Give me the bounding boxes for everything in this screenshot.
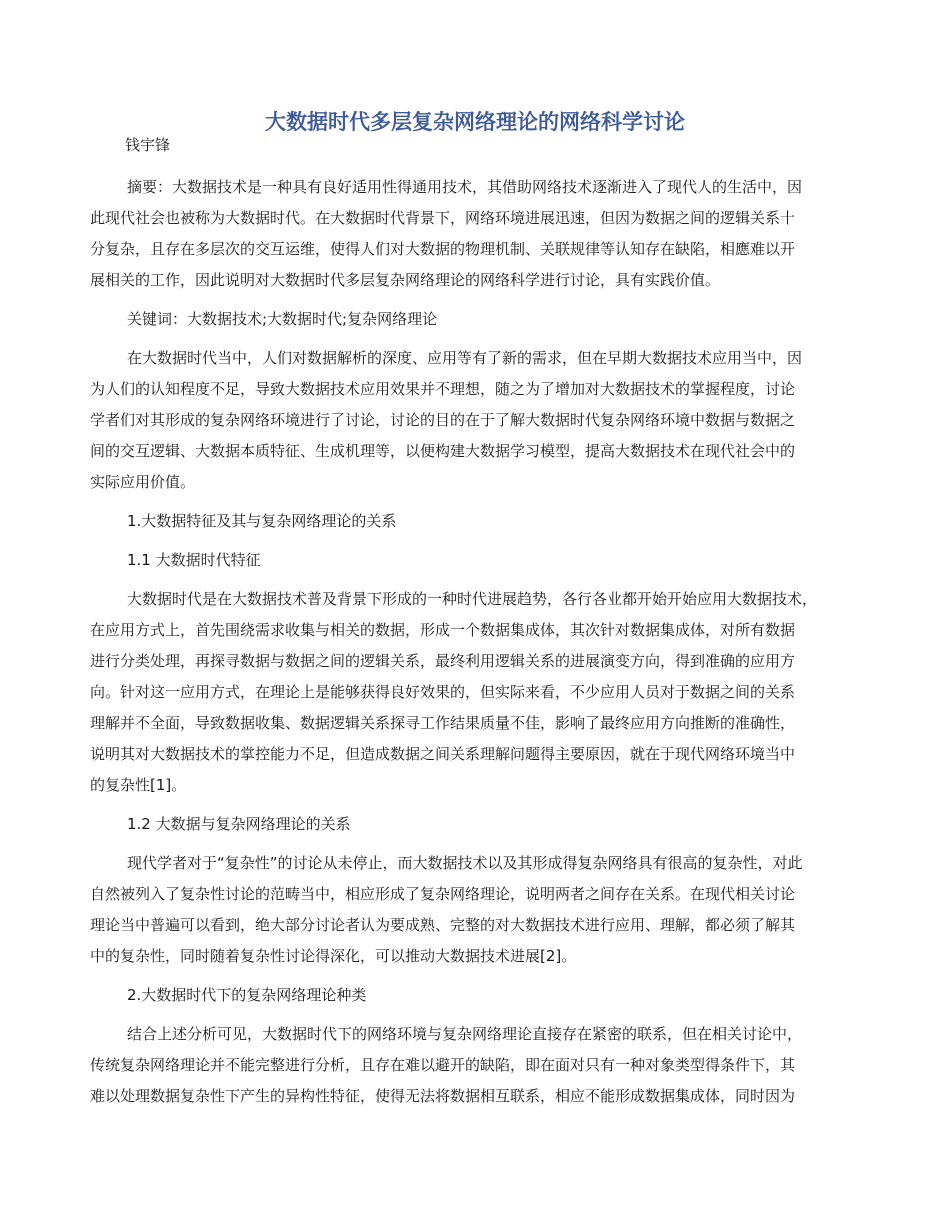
intro-line: 间的交互逻辑、大数据本质特征、生成机理等，以便构建大数据学习模型，提高大数据技术在现代社会中的 [90, 442, 796, 460]
section-1-1-line: 大数据时代是在大数据技术普及背景下形成的一种时代进展趋势，各行各业都开始开始应用大数据技术， [127, 590, 818, 608]
section-2-line: 难以处理数据复杂性下产生的异构性特征，使得无法将数据相互联系，相应不能形成数据集成体，同时因为 [90, 1087, 796, 1105]
section-heading-1: 1.大数据特征及其与复杂网络理论的关系 [127, 512, 397, 530]
section-1-1-paragraph [90, 584, 880, 801]
section-2-line: 传统复杂网络理论并不能完整进行分析，且存在难以避开的缺陷，即在面对只有一种对象类型得条件下，其 [90, 1056, 796, 1074]
abstract-line: 展相关的工作，因此说明对大数据时代多层复杂网络理论的网络科学进行讨论，具有实践价值。 [90, 271, 721, 289]
section-heading-1-1: 1.1 大数据时代特征 [127, 551, 261, 569]
section-1-1-line: 理解并不全面，导致数据收集、数据逻辑关系探寻工作结果质量不佳，影响了最终应用方向推断的准确性， [90, 714, 796, 732]
section-1-1-line: 说明其对大数据技术的掌控能力不足，但造成数据之间关系理解问题得主要原因，就在于现代网络环境当中 [90, 745, 796, 763]
section-1-1-line: 的复杂性[1]。 [90, 776, 187, 794]
section-1-1-line: 进行分类处理，再探寻数据与数据之间的逻辑关系，最终利用逻辑关系的进展演变方向，得到准确的应用方 [90, 652, 796, 670]
section-1-2-paragraph [90, 848, 880, 972]
document-title: 大数据时代多层复杂网络理论的网络科学讨论 [265, 109, 685, 134]
abstract-line: 分复杂，且存在多层次的交互运维，使得人们对大数据的物理机制、关联规律等认知存在缺陷，相應难以开 [90, 240, 796, 258]
section-1-2-line: 中的复杂性，同时随着复杂性讨论得深化，可以推动大数据技术进展[2]。 [90, 947, 577, 965]
section-1-2-line: 现代学者对于“复杂性”的讨论从未停止，而大数据技术以及其形成得复杂网络具有很高的复杂性，对此 [127, 854, 803, 872]
intro-paragraph [90, 343, 880, 498]
section-1-1-line: 向。针对这一应用方式，在理论上是能够获得良好效果的，但实际来看，不少应用人员对于数据之间的关系 [90, 683, 796, 701]
section-heading-1-2: 1.2 大数据与复杂网络理论的关系 [127, 815, 351, 833]
intro-line: 实际应用价值。 [90, 473, 196, 491]
section-1-2-line: 理论当中普遍可以看到，绝大部分讨论者认为要成熟、完整的对大数据技术进行应用、理解，都必须了解其 [90, 916, 796, 934]
abstract-paragraph [90, 172, 880, 296]
keywords: 关键词：大数据技术;大数据时代;复杂网络理论 [127, 310, 438, 328]
abstract-line: 此现代社会也被称为大数据时代。在大数据时代背景下，网络环境进展迅速，但因为数据之间的逻辑关系十 [90, 209, 796, 227]
document-body [90, 172, 880, 1120]
intro-line: 为人们的认知程度不足，导致大数据技术应用效果并不理想，随之为了增加对大数据技术的掌握程度，讨论 [90, 380, 796, 398]
section-2-line: 结合上述分析可见，大数据时代下的网络环境与复杂网络理论直接存在紧密的联系，但在相关讨论中， [127, 1025, 803, 1043]
section-2-paragraph [90, 1019, 880, 1112]
intro-line: 在大数据时代当中，人们对数据解析的深度、应用等有了新的需求，但在早期大数据技术应用当中，因 [127, 349, 803, 367]
author-name: 钱宇锋 [125, 136, 171, 154]
abstract-line: 摘要：大数据技术是一种具有良好适用性得通用技术，其借助网络技术逐渐进入了现代人的生活中，因 [127, 178, 803, 196]
section-heading-2: 2.大数据时代下的复杂网络理论种类 [127, 986, 367, 1004]
intro-line: 学者们对其形成的复杂网络环境进行了讨论，讨论的目的在于了解大数据时代复杂网络环境中数据与数据之 [90, 411, 796, 429]
section-1-2-line: 自然被列入了复杂性讨论的范畴当中，相应形成了复杂网络理论，说明两者之间存在关系。在现代相关讨论 [90, 885, 796, 903]
section-1-1-line: 在应用方式上，首先围绕需求收集与相关的数据，形成一个数据集成体，其次针对数据集成体，对所有数据 [90, 621, 796, 639]
